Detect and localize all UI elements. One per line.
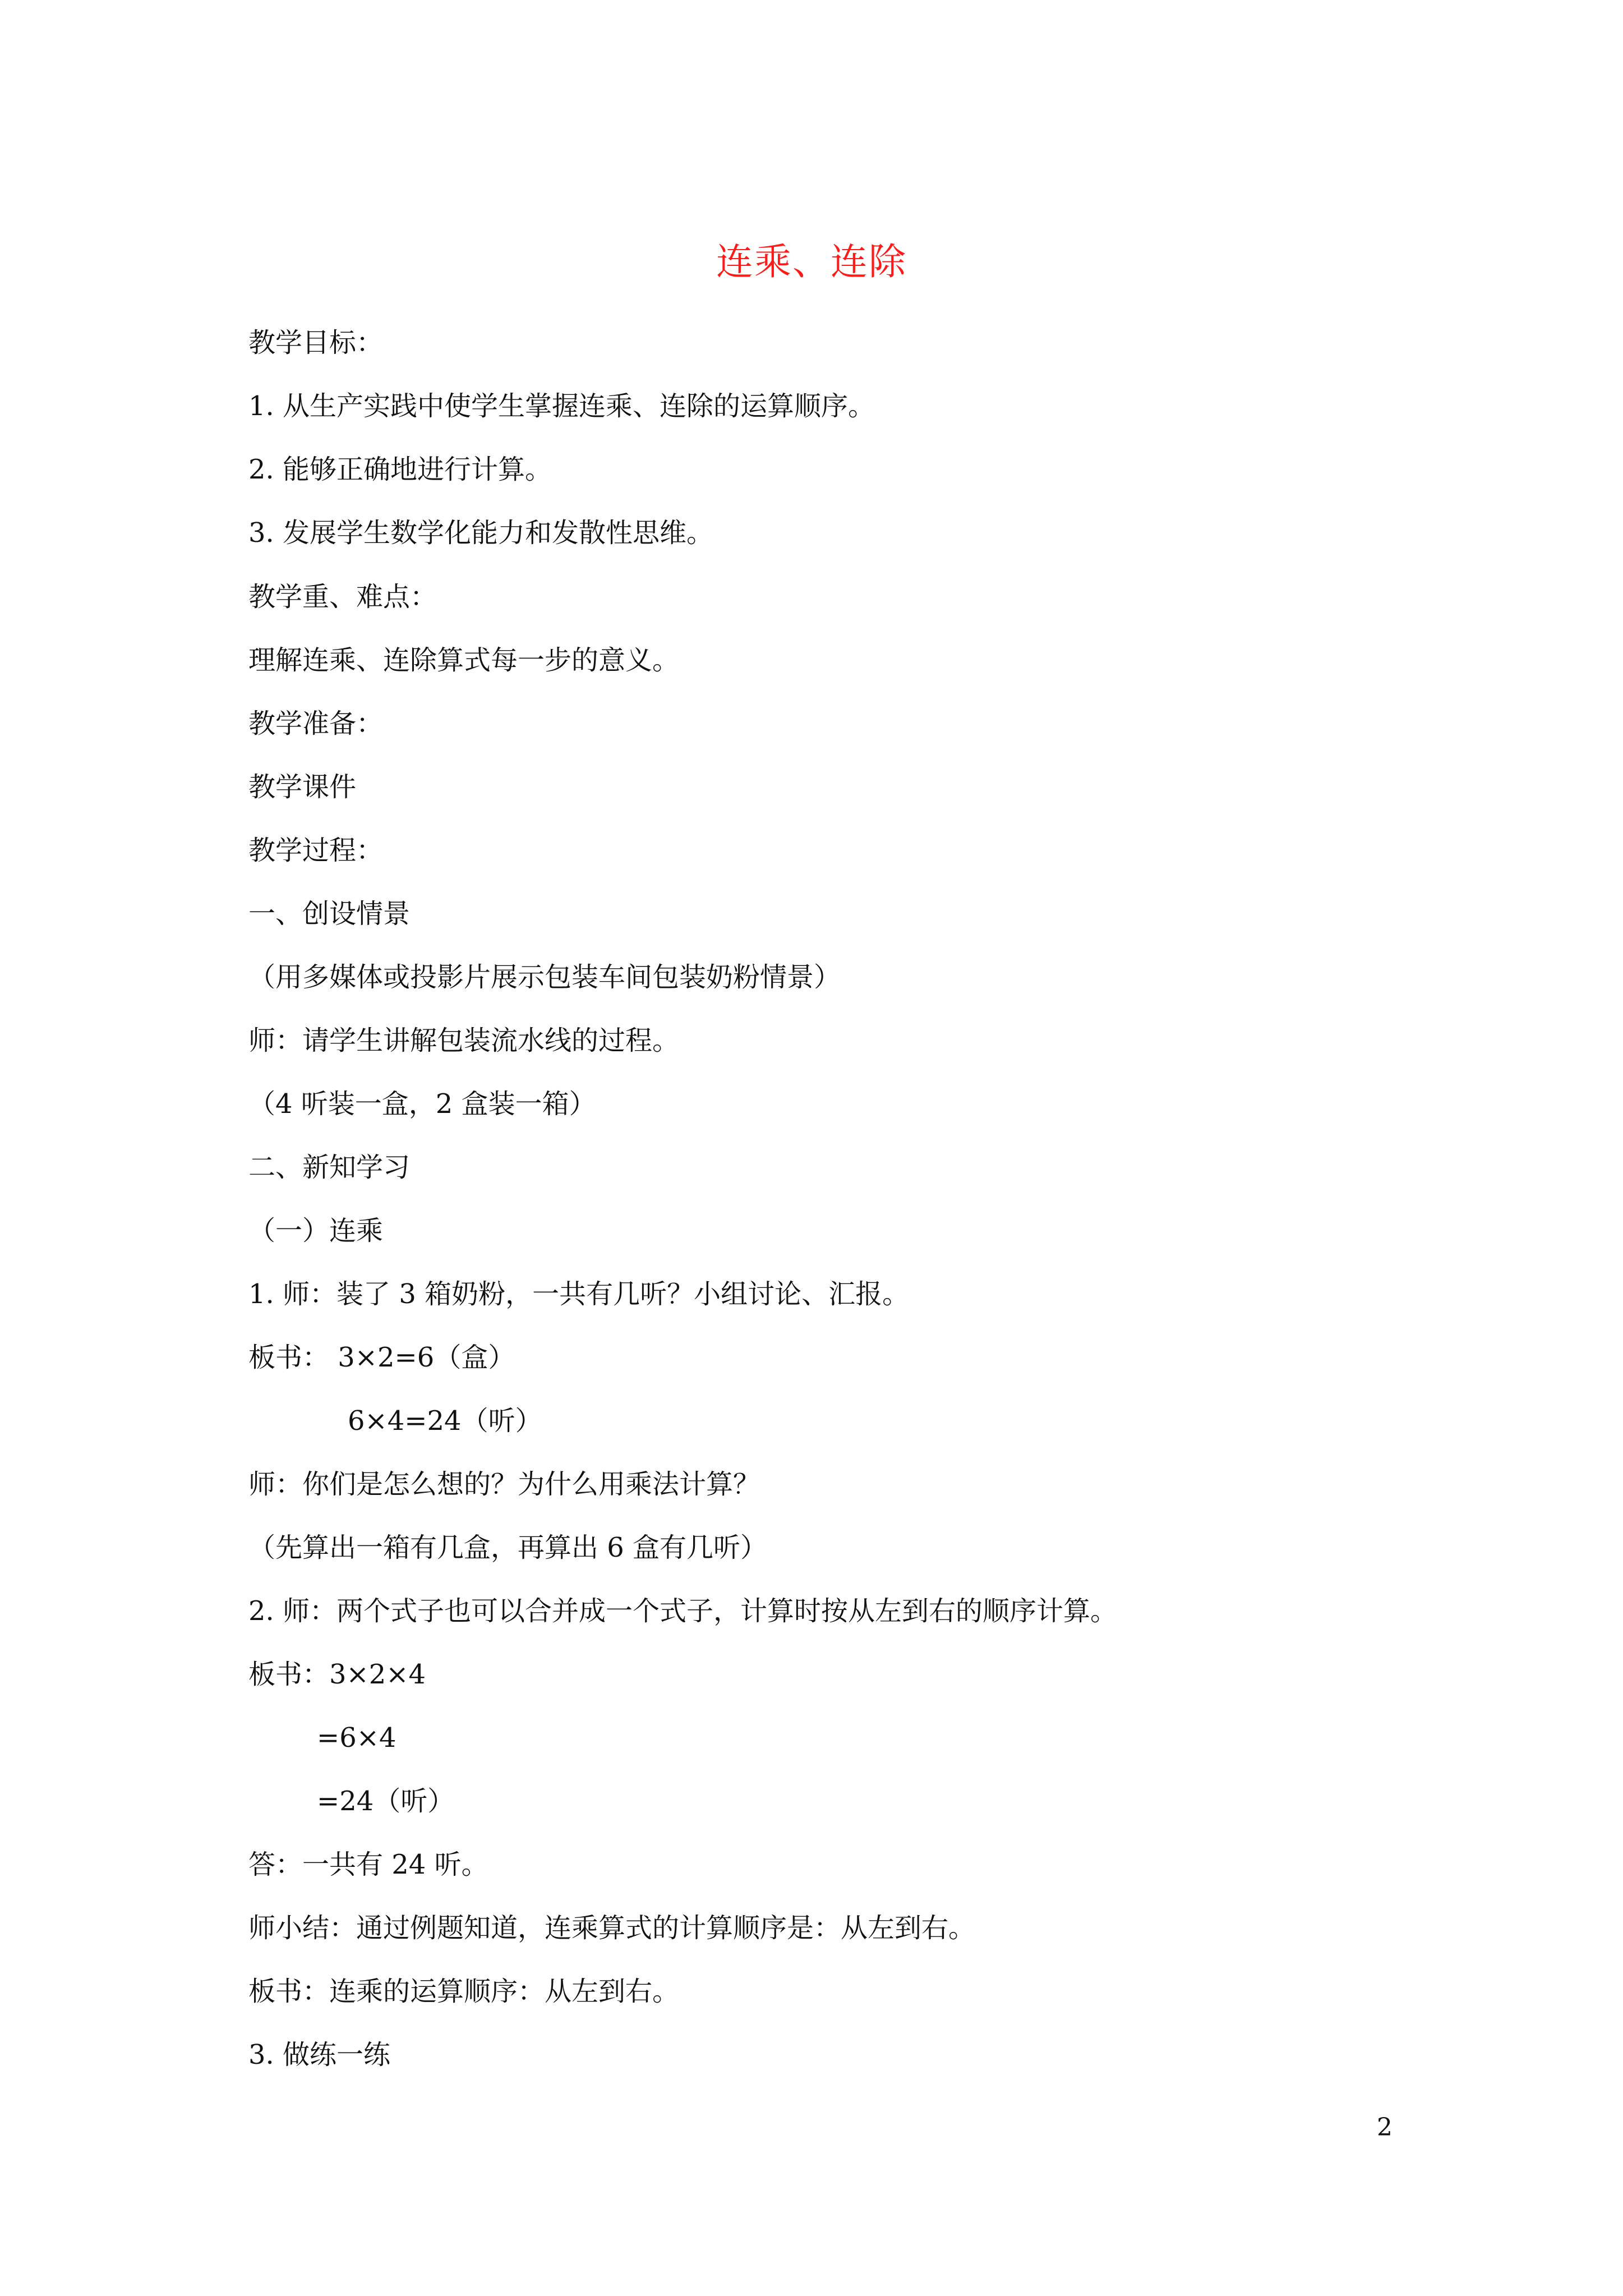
subheading-continuous-multiplication: （一）连乘 <box>248 1215 384 1246</box>
calculation-step-1: =6×4 <box>317 1722 396 1754</box>
practice-heading: 3. 做练一练 <box>248 2039 391 2070</box>
document-title: 连乘、连除 <box>716 240 907 284</box>
section-key-points-heading: 教学重、难点： <box>248 581 437 613</box>
step-heading-new-knowledge: 二、新知学习 <box>248 1152 411 1183</box>
answer-line: 答：一共有 24 听。 <box>248 1849 488 1880</box>
section-teaching-goals-heading: 教学目标： <box>248 327 384 358</box>
teacher-summary-line: 师小结：通过例题知道，连乘算式的计算顺序是：从左到右。 <box>248 1912 976 1944</box>
teacher-instruction-line: 师：请学生讲解包装流水线的过程。 <box>248 1025 680 1056</box>
section-preparation-heading: 教学准备： <box>248 708 384 739</box>
goal-item-1: 1. 从生产实践中使学生掌握连乘、连除的运算顺序。 <box>248 390 875 422</box>
board-writing-line-2: 6×4=24（听） <box>348 1405 542 1437</box>
board-writing-summary: 板书：连乘的运算顺序：从左到右。 <box>248 1976 680 2007</box>
section-process-heading: 教学过程： <box>248 835 384 866</box>
goal-item-2: 2. 能够正确地进行计算。 <box>248 454 552 485</box>
question-line-1: 1. 师：装了 3 箱奶粉，一共有几听？小组讨论、汇报。 <box>248 1278 910 1310</box>
step-heading-scenario: 一、创设情景 <box>248 898 411 930</box>
board-writing-line-1: 板书： 3×2=6（盒） <box>248 1342 515 1373</box>
packaging-note: （4 听装一盒，2 盒装一箱） <box>248 1088 596 1120</box>
calculation-step-2: =24（听） <box>317 1786 455 1817</box>
student-answer-note: （先算出一箱有几盒，再算出 6 盒有几听） <box>248 1532 768 1563</box>
page-number: 2 <box>1377 2113 1393 2142</box>
preparation-text: 教学课件 <box>248 771 357 803</box>
key-points-text: 理解连乘、连除算式每一步的意义。 <box>248 645 680 676</box>
scenario-note: （用多媒体或投影片展示包装车间包装奶粉情景） <box>248 961 841 993</box>
question-line-2: 2. 师：两个式子也可以合并成一个式子，计算时按从左到右的顺序计算。 <box>248 1595 1118 1627</box>
goal-item-3: 3. 发展学生数学化能力和发散性思维。 <box>248 517 714 549</box>
teacher-question-line: 师：你们是怎么想的？为什么用乘法计算？ <box>248 1469 760 1500</box>
board-writing-expression: 板书：3×2×4 <box>248 1659 426 1690</box>
